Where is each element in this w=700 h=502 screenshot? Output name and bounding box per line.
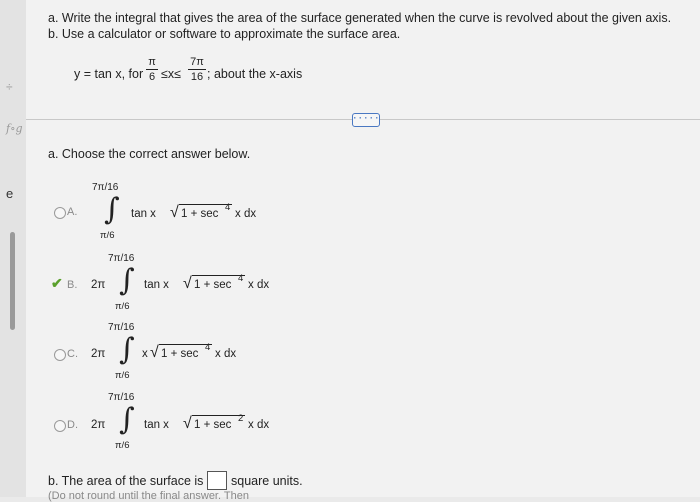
problem-axis: ; about the x-axis (207, 67, 303, 81)
option-a-upper-limit: 7π/16 (92, 182, 119, 193)
option-a-label: A. (67, 206, 78, 218)
option-d-coefficient: 2π (91, 419, 106, 431)
square-root-icon: √ (170, 204, 179, 221)
integral-sign-icon: ∫ (104, 192, 120, 227)
option-b-integrand-pre: tan x (144, 279, 169, 291)
option-c-integrand-post: x dx (215, 348, 237, 360)
scrollbar-handle[interactable] (10, 232, 15, 330)
partial-label: e (6, 186, 14, 201)
option-d-radio[interactable] (54, 420, 66, 432)
option-c-coefficient: 2π (91, 348, 106, 360)
integral-sign-icon: ∫ (119, 402, 135, 437)
option-c-exponent: 4 (205, 342, 211, 353)
option-a-exponent: 4 (225, 202, 231, 213)
option-c-label: C. (67, 348, 78, 360)
option-b-coefficient: 2π (91, 279, 106, 291)
square-root-icon: √ (183, 415, 192, 432)
lower-bound-fraction (146, 56, 158, 83)
option-a-radicand: 1 + sec (181, 208, 219, 220)
rounding-instruction: (Do not round until the final answer. Then (48, 490, 249, 502)
option-a-integrand-pre: tan x (131, 208, 156, 220)
expand-more-button[interactable]: · · · · · (352, 113, 380, 127)
checkmark-icon: ✔ (51, 275, 63, 291)
integral-sign-icon: ∫ (119, 332, 135, 367)
option-d-label: D. (67, 419, 78, 431)
lower-bound-numerator: π (146, 56, 158, 70)
square-root-icon: √ (183, 275, 192, 292)
square-root-icon: √ (150, 344, 159, 361)
option-b-exponent: 4 (238, 273, 244, 284)
surface-area-answer-input[interactable] (207, 471, 227, 490)
upper-bound-fraction (188, 56, 206, 83)
option-c-radio[interactable] (54, 349, 66, 361)
part-b-suffix: square units. (231, 474, 303, 488)
option-c-lower-limit: π/6 (115, 370, 130, 381)
option-c-radicand: 1 + sec (161, 348, 199, 360)
option-a-radio[interactable] (54, 207, 66, 219)
option-a-lower-limit: π/6 (100, 230, 115, 241)
lower-bound-denominator: 6 (148, 71, 156, 83)
part-b-prefix: b. The area of the surface is (48, 474, 204, 488)
part-a-prompt: a. Choose the correct answer below. (48, 147, 251, 161)
option-c-integrand-pre: x (142, 348, 148, 360)
option-d-exponent: 2 (238, 413, 244, 424)
instruction-b: b. Use a calculator or software to approximate the surface area. (48, 27, 401, 41)
option-d-lower-limit: π/6 (115, 440, 130, 451)
option-d-integrand-pre: tan x (144, 419, 169, 431)
function-composition-icon[interactable]: f∘g (6, 122, 23, 135)
option-c-upper-limit: 7π/16 (108, 322, 135, 333)
integral-sign-icon: ∫ (119, 263, 135, 298)
option-b-lower-limit: π/6 (115, 301, 130, 312)
question-panel (26, 0, 700, 502)
option-b-integrand-post: x dx (248, 279, 270, 291)
inequality-symbols: ≤x≤ (161, 67, 181, 81)
option-a-integrand-post: x dx (235, 208, 257, 220)
upper-bound-numerator: 7π (188, 56, 206, 70)
option-b-radicand: 1 + sec (194, 279, 232, 291)
option-d-integrand-post: x dx (248, 419, 270, 431)
option-d-radicand: 1 + sec (194, 419, 232, 431)
option-b-upper-limit: 7π/16 (108, 253, 135, 264)
option-d-upper-limit: 7π/16 (108, 392, 135, 403)
divide-icon[interactable]: ÷ (6, 80, 13, 94)
option-b-label: B. (67, 279, 78, 291)
instruction-a: a. Write the integral that gives the area of the surface generated when the curve is revolved about the given axis. (48, 11, 672, 25)
left-sidebar-strip (0, 0, 27, 497)
problem-function: y = tan x, for (74, 67, 144, 81)
upper-bound-denominator: 16 (190, 71, 204, 83)
